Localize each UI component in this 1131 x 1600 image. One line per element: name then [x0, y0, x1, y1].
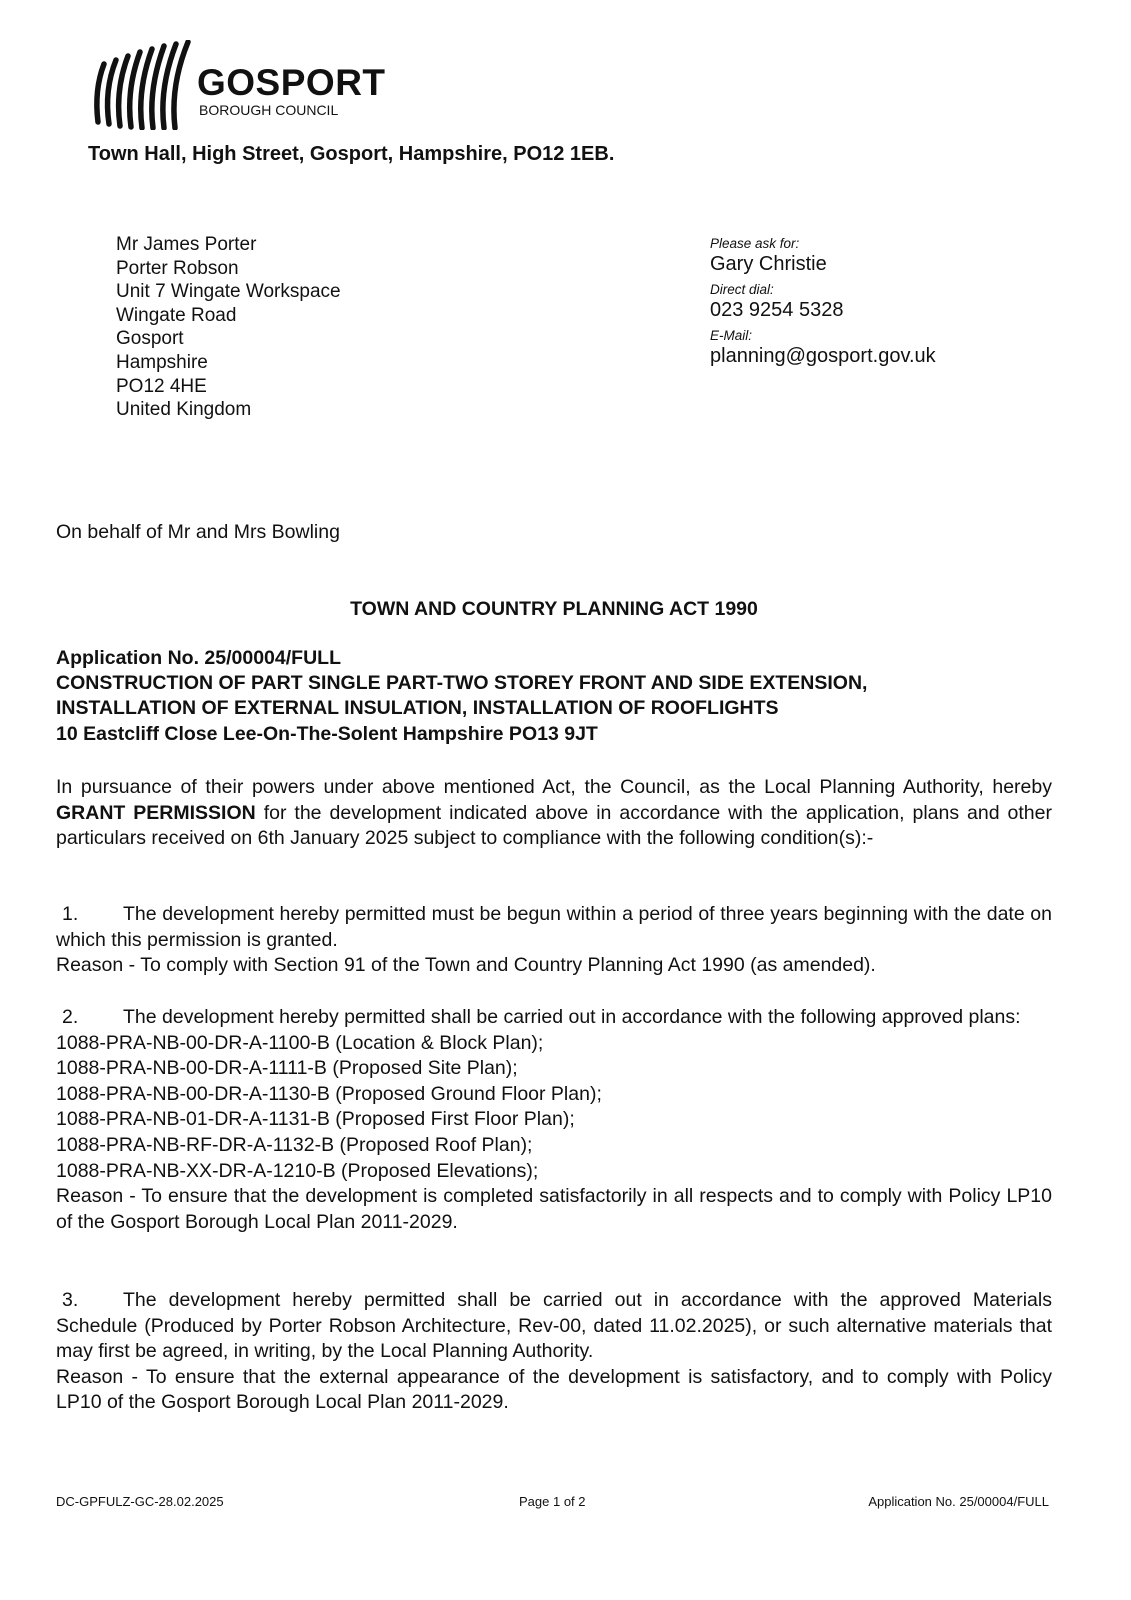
- recipient-line: Gosport: [116, 328, 184, 350]
- approved-plan: 1088-PRA-NB-00-DR-A-1130-B (Proposed Ground Floor Plan);: [56, 1082, 602, 1105]
- condition-text: The development hereby permitted must be begun within a period of three years beginning with the date on which this permission is granted.: [56, 903, 1052, 951]
- condition-text: The development hereby permitted shall be carried out in accordance with the following approved plans:: [123, 1006, 1021, 1028]
- ask-label: Please ask for:: [710, 236, 800, 251]
- description-line: INSTALLATION OF EXTERNAL INSULATION, INSTALLATION OF ROOFLIGHTS: [56, 697, 779, 720]
- application-heading: [56, 646, 1052, 747]
- condition-number: 1.: [62, 903, 79, 925]
- recipient-line: Porter Robson: [116, 257, 239, 279]
- approved-plan: 1088-PRA-NB-RF-DR-A-1132-B (Proposed Roof Plan);: [56, 1133, 533, 1156]
- recipient-line: Hampshire: [116, 351, 208, 373]
- condition-text: The development hereby permitted shall be carried out in accordance with the approved Materials Schedule (Produced by Porter Robson Architecture, Rev-00, dated 11.02.2025), or such alternative materials that may first be agreed, in writing, by the Local Planning Authority.: [56, 1289, 1052, 1363]
- act-title: TOWN AND COUNTRY PLANNING ACT 1990: [350, 598, 758, 620]
- email-value: planning@gosport.gov.uk: [710, 345, 936, 367]
- approved-plan: 1088-PRA-NB-00-DR-A-1100-B (Location & Block Plan);: [56, 1031, 544, 1054]
- footer-reference: DC-GPFULZ-GC-28.02.2025: [56, 1494, 224, 1509]
- contact-block: [710, 236, 936, 374]
- intro-text: In pursuance of their powers under above mentioned Act, the Council, as the Local Planning Authority, hereby: [56, 776, 1052, 798]
- decision: GRANT PERMISSION: [56, 801, 256, 824]
- footer-application-number: Application No. 25/00004/FULL: [868, 1494, 1049, 1509]
- condition-reason: Reason - To comply with Section 91 of the Town and Country Planning Act 1990 (as amended).: [56, 954, 876, 977]
- condition-number: 2.: [62, 1006, 79, 1028]
- intro-text: for the development indicated above in accordance with the application, plans and other particulars received on 6th January 2025 subject to compliance with the following condition(s):-: [56, 801, 1052, 850]
- approved-plan: 1088-PRA-NB-01-DR-A-1131-B (Proposed First Floor Plan);: [56, 1108, 575, 1131]
- council-address: Town Hall, High Street, Gosport, Hampshire, PO12 1EB.: [88, 143, 615, 165]
- recipient-line: PO12 4HE: [116, 375, 207, 397]
- recipient-line: Unit 7 Wingate Workspace: [116, 281, 341, 303]
- dial-label: Direct dial:: [710, 282, 774, 297]
- recipient-address: [116, 233, 341, 422]
- approved-plan: 1088-PRA-NB-XX-DR-A-1210-B (Proposed Elevations);: [56, 1159, 539, 1182]
- condition-1: [56, 902, 1052, 979]
- org-subtitle: BOROUGH COUNCIL: [199, 102, 339, 118]
- condition-reason: Reason - To ensure that the development is completed satisfactorily in all respects and to comply with Policy LP10 of the Gosport Borough Local Plan 2011-2029.: [56, 1185, 1052, 1233]
- recipient-line: Wingate Road: [116, 304, 237, 326]
- condition-2: [56, 1005, 1052, 1235]
- application-number: Application No. 25/00004/FULL: [56, 647, 341, 669]
- email-label: E-Mail:: [710, 328, 753, 343]
- description-line: CONSTRUCTION OF PART SINGLE PART-TWO STOREY FRONT AND SIDE EXTENSION,: [56, 672, 868, 695]
- condition-3: [56, 1288, 1052, 1416]
- page-number: Page 1 of 2: [519, 1494, 586, 1509]
- recipient-line: Mr James Porter: [116, 234, 257, 255]
- condition-number: 3.: [62, 1289, 79, 1311]
- approved-plan: 1088-PRA-NB-00-DR-A-1111-B (Proposed Site Plan);: [56, 1057, 518, 1080]
- org-name: GOSPORT: [197, 62, 386, 103]
- decision-paragraph: [56, 775, 1052, 852]
- on-behalf: On behalf of Mr and Mrs Bowling: [56, 521, 340, 543]
- condition-reason: Reason - To ensure that the external appearance of the development is satisfactory, and to comply with Policy LP10 of the Gosport Borough Local Plan 2011-2029.: [56, 1365, 1052, 1414]
- ask-value: Gary Christie: [710, 253, 827, 275]
- dial-value: 023 9254 5328: [710, 299, 844, 321]
- site-address: 10 Eastcliff Close Lee-On-The-Solent Hampshire PO13 9JT: [56, 722, 598, 745]
- recipient-line: United Kingdom: [116, 399, 252, 421]
